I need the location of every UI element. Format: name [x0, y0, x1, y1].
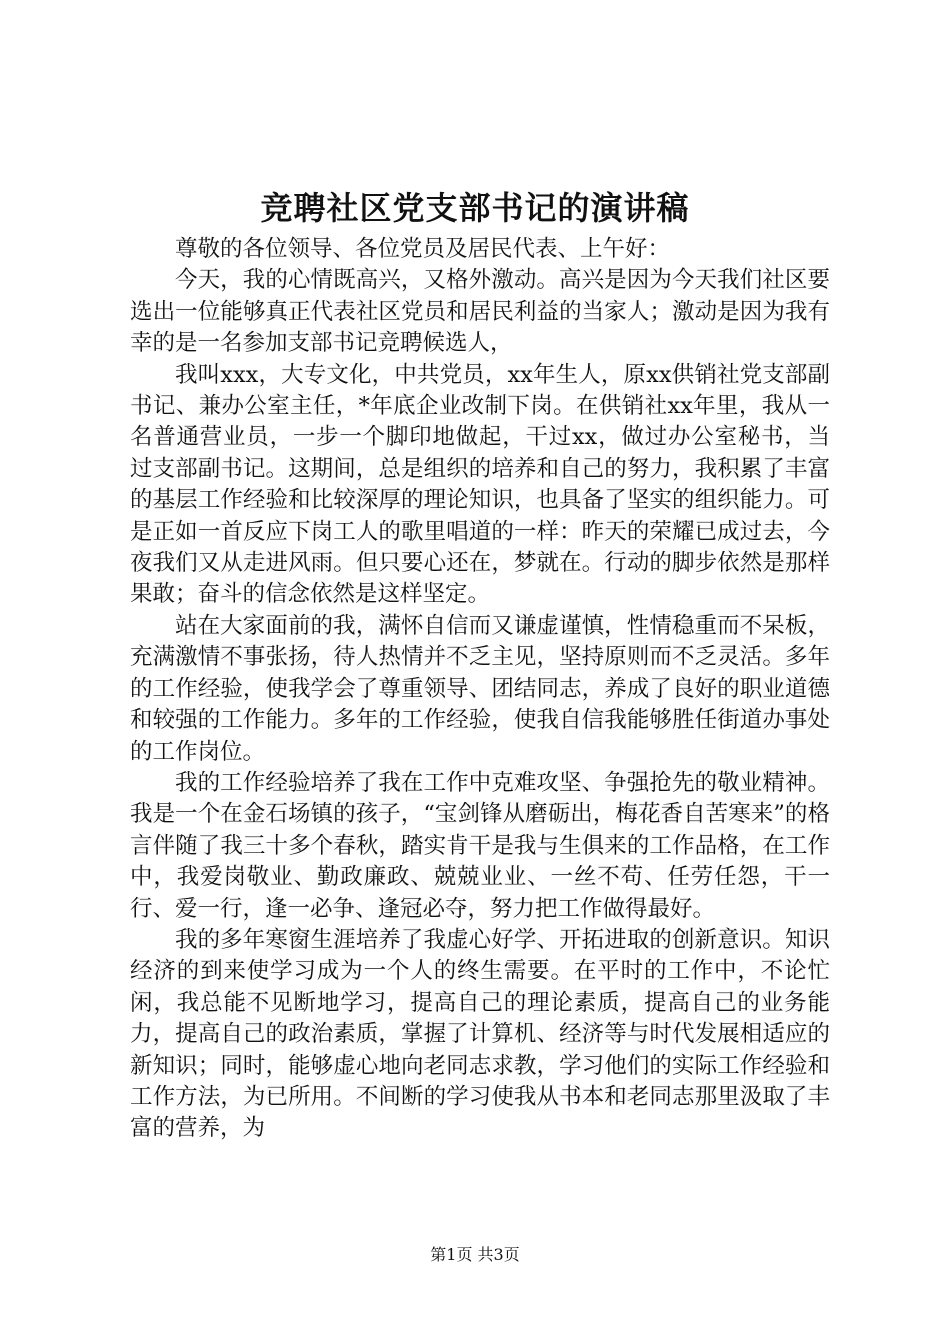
paragraph-opening: 今天，我的心情既高兴，又格外激动。高兴是因为今天我们社区要选出一位能够真正代表社区党员和居民利益的当家人；激动是因为我有幸的是一名参加支部书记竞聘候选人，	[130, 267, 830, 357]
document-title: 竞聘社区党支部书记的演讲稿	[260, 189, 690, 227]
paragraph-self-introduction: 我叫xxx，大专文化，中共党员，xx年生人，原xx供销社党支部副书记、兼办公室主任，*年底企业改制下岗。在供销社xx年里，我从一名普通营业员，一步一个脚印地做起，干过xx，做过办公室秘书，当过支部副书记。这期间，总是组织的培养和自己的努力，我积累了丰富的基层工作经验和比较深厚的理论知识，也具备了坚实的组织能力。可是正如一首反应下岗工人的歌里唱道的一样：昨天的荣耀已成过去，今夜我们又从走进风雨。但只要心还在，梦就在。行动的脚步依然是那样果敢；奋斗的信念依然是这样坚定。	[130, 361, 830, 608]
paragraph-salutation: 尊敬的各位领导、各位党员及居民代表、上午好：	[175, 236, 671, 262]
document-body	[130, 234, 830, 1145]
page-number-footer: 第1页 共3页	[430, 1245, 520, 1264]
paragraph-learning: 我的多年寒窗生涯培养了我虚心好学、开拓进取的创新意识。知识经济的到来使学习成为一个人的终生需要。在平时的工作中，不论忙闲，我总能不见断地学习，提高自己的理论素质，提高自己的业务能力，提高自己的政治素质，掌握了计算机、经济等与时代发展相适应的新知识；同时，能够虚心地向老同志求教，学习他们的实际工作经验和工作方法，为已所用。不间断的学习使我从书本和老同志那里汲取了丰富的营养，为	[130, 926, 830, 1142]
paragraph-personality: 站在大家面前的我，满怀自信而又谦虚谨慎，性情稳重而不呆板，充满激情不事张扬，待人热情并不乏主见，坚持原则而不乏灵活。多年的工作经验，使我学会了尊重领导、团结同志，养成了良好的职业道德和较强的工作能力。多年的工作经验，使我自信我能够胜任街道办事处的工作岗位。	[130, 612, 830, 765]
paragraph-work-spirit: 我的工作经验培养了我在工作中克难攻坚、争强抢先的敬业精神。我是一个在金石场镇的孩子，“宝剑锋从磨砺出，梅花香自苦寒来”的格言伴随了我三十多个春秋，踏实肯干是我与生俱来的工作品格，在工作中，我爱岗敬业、勤政廉政、兢兢业业、一丝不苟、任劳任怨，干一行、爱一行，逢一必争、逢冠必夺，努力把工作做得最好。	[130, 769, 830, 922]
